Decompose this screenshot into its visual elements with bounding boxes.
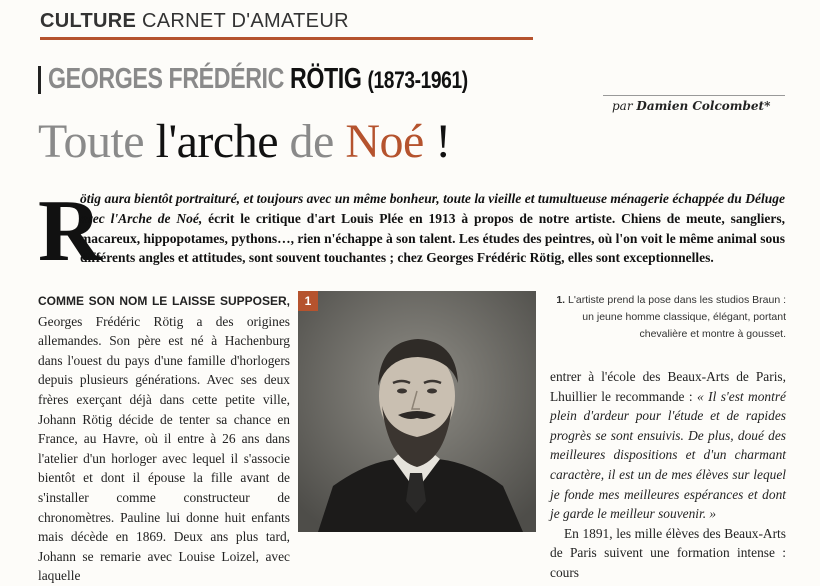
col3-text1: entrer à l'école des Beaux-Arts de Paris, Lhuillier le recommande :	[550, 369, 786, 404]
name-bar	[38, 66, 41, 94]
section-category: CULTURE	[40, 10, 137, 32]
body-column-1	[38, 291, 290, 586]
author-name: Damien Colcombet*	[636, 99, 771, 113]
artist-dates: (1873-1961)	[367, 67, 468, 94]
lead-plain: écrit le critique d'art Louis Plée en 1913 à propos de notre artiste. Chiens de meute, sangliers, macareux, hippopotames, pythons…, rien n'échappe à son talent. Les études des peintres, où l'on voit le même animal sous différents angles et attitudes, sont souvent touchantes ; chez Georges Frédéric Rötig, elles sont exceptionnelles.	[80, 210, 785, 266]
lead-italic: ötig aura bientôt portraituré, et toujours avec un même bonheur, toute la vieille et tumultueuse ménagerie échappée du Déluge avec l'Arche de Noé,	[80, 191, 785, 226]
body-column-3	[550, 367, 786, 583]
lead-paragraph	[80, 189, 785, 268]
portrait-illustration	[298, 291, 536, 532]
article-title	[38, 114, 451, 169]
col1-text: Georges Frédéric Rötig a des origines allemandes. Son père est né à Hachenburg dans l'ouest du pays d'une famille d'horlogers depuis plusieurs générations. Avec ses deux frères exerçant déjà dans cette petite ville, Johann Rötig décide de tenter sa chance en France, au Havre, où il entre à 26 ans dans l'atelier d'un horloger avec lequel il s'associe bientôt et dont il épouse la fille avant de s'installer comme constructeur de chronomètres. Pauline lui donne huit enfants mais décède en 1869. Deux ans plus tard, Johann se remarie avec Louise Loizel, avec laquelle	[38, 313, 290, 584]
title-part5: !	[435, 115, 451, 168]
author-rule	[603, 95, 785, 96]
section-rule	[40, 37, 533, 40]
artist-portrait-photo	[298, 291, 536, 532]
section-column: CARNET D'AMATEUR	[142, 10, 349, 32]
col3-text2: En 1891, les mille élèves des Beaux-Arts de Paris suivent une formation intense : cours	[550, 525, 786, 580]
author-prefix: par	[612, 99, 633, 113]
title-part2: l'arche	[155, 115, 278, 168]
artist-name-line	[48, 63, 468, 96]
lead-dropcap: R	[38, 183, 102, 280]
title-part1: Toute	[38, 115, 145, 168]
section-header	[40, 10, 349, 33]
photo-caption	[550, 292, 786, 343]
caption-text: L'artiste prend la pose dans les studios Braun : un jeune homme classique, élégant, portant chevalière et montre à gousset.	[565, 294, 786, 340]
col1-lead-caps: COMME SON NOM LE LAISSE SUPPOSER,	[38, 294, 290, 308]
title-part3: de	[289, 115, 334, 168]
title-part4: Noé	[345, 115, 424, 168]
photo-number-badge: 1	[298, 291, 318, 311]
author-credit	[612, 99, 770, 113]
artist-first-names: GEORGES FRÉDÉRIC	[48, 63, 284, 95]
col3-quote: « Il s'est montré plein d'ardeur pour l'étude et de rapides progrès se sont ensuivis. De plus, doué des meilleures dispositions et d'un charmant caractère, il est un de mes élèves sur lequel je fonde mes meilleures espérances et dont je garde le meilleur souvenir. »	[550, 388, 786, 522]
artist-last-name: RÖTIG	[290, 63, 362, 95]
caption-number: 1.	[556, 294, 566, 306]
